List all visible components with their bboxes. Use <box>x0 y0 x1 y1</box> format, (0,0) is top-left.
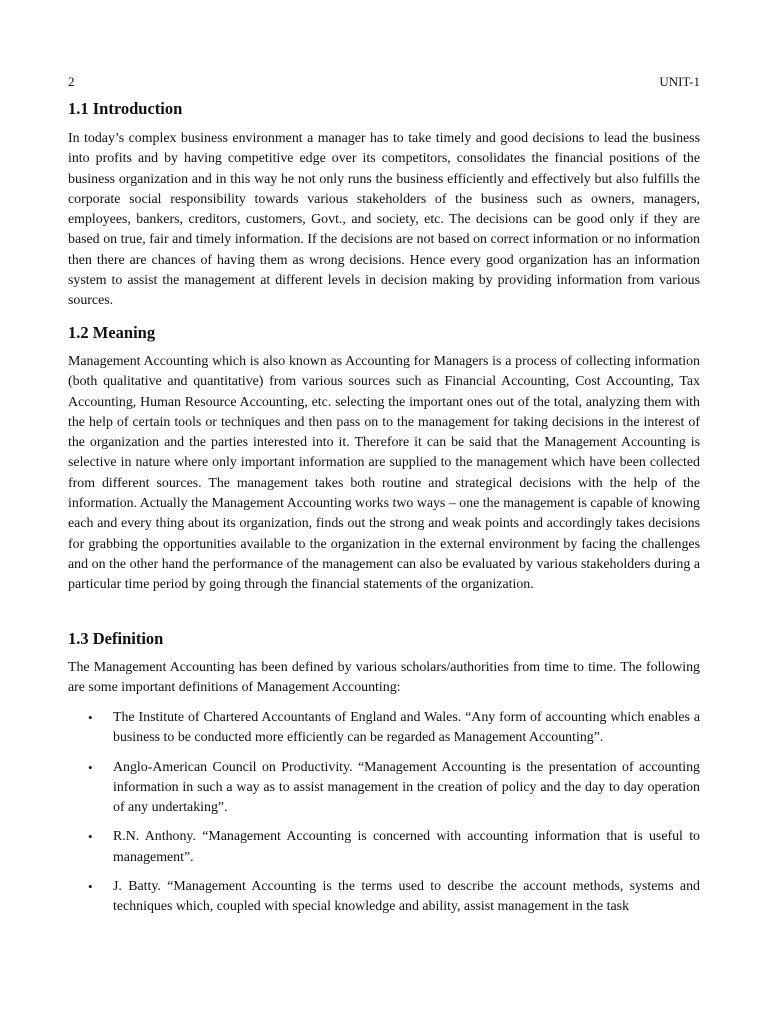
list-item <box>68 708 700 749</box>
section-heading-definition: 1.3 Definition <box>68 629 164 648</box>
introduction-paragraph: In today’s complex business environment a manager has to take timely and good decisions to lead the business into profits and by having competitive edge over its competitors, consolidates the financial positions of the business organization and in this way he not only runs the business efficiently and effectively but also fulfills the corporate social responsibility towards various stakeholders of the business such as owners, managers, employees, bankers, creditors, customers, Govt., and society, etc. The decisions can be good only if they are based on true, fair and timely information. If the decisions are not based on correct information or no information then there are chances of having them as wrong decisions. Hence every good organization has an information system to assist the management at different levels in decision making by providing information from various sources. <box>68 131 700 309</box>
bullet-icon: • <box>88 710 93 725</box>
definition-paragraph: The Management Accounting has been defined by various scholars/authorities from time to time. The following are some important definitions of Management Accounting: <box>68 660 700 696</box>
meaning-paragraph: Management Accounting which is also known as Accounting for Managers is a process of collecting information (both qualitative and quantitative) from various sources such as Financial Accounting, Cost Accounting, Tax Accounting, Human Resource Accounting, etc. selecting the important ones out of the total, analyzing them with the help of certain tools or techniques and then pass on to the management for taking decisions in the interest of the organization and the parties interested into it. Therefore it can be said that the Management Accounting is selective in nature where only important information are supplied to the management which have been collected from different sources. The management takes both routine and strategical decisions with the help of the information. Actually the Management Accounting works two ways – one the management is capable of knowing each and every thing about its organization, finds out the strong and weak points and accordingly takes decisions for grabbing the opportunities available to the organization in the external environment by facing the challenges and on the other hand the performance of the management can also be evaluated by various stakeholders during a particular time period by going through the financial statements of the organization. <box>68 354 700 593</box>
page-header <box>68 74 700 90</box>
unit-label: UNIT-1 <box>659 74 700 89</box>
definition-text: R.N. Anthony. “Management Accounting is concerned with accounting information that is useful to management”. <box>113 829 700 865</box>
bullet-icon: • <box>88 759 93 775</box>
section-heading-introduction: 1.1 Introduction <box>68 99 183 118</box>
page-number: 2 <box>68 74 75 89</box>
definition-text: The Institute of Chartered Accountants of England and Wales. “Any form of accounting which enables a business to be conducted more efficiently can be regarded as Management Accounting”. <box>113 710 700 746</box>
list-item <box>68 877 700 918</box>
list-item <box>68 758 700 819</box>
definition-text: J. Batty. “Management Accounting is the terms used to describe the account methods, systems and techniques which, coupled with special knowledge and ability, assist management in the task <box>113 879 700 915</box>
list-item <box>68 827 700 868</box>
section-heading-meaning: 1.2 Meaning <box>68 323 156 342</box>
definition-text: Anglo-American Council on Productivity. “Management Accounting is the presentation of accounting information in such a way as to assist management in the creation of policy and the day to day operation of any undertaking”. <box>113 759 700 816</box>
bullet-icon: • <box>88 879 93 895</box>
bullet-icon: • <box>88 829 93 845</box>
definitions-list <box>68 708 700 927</box>
